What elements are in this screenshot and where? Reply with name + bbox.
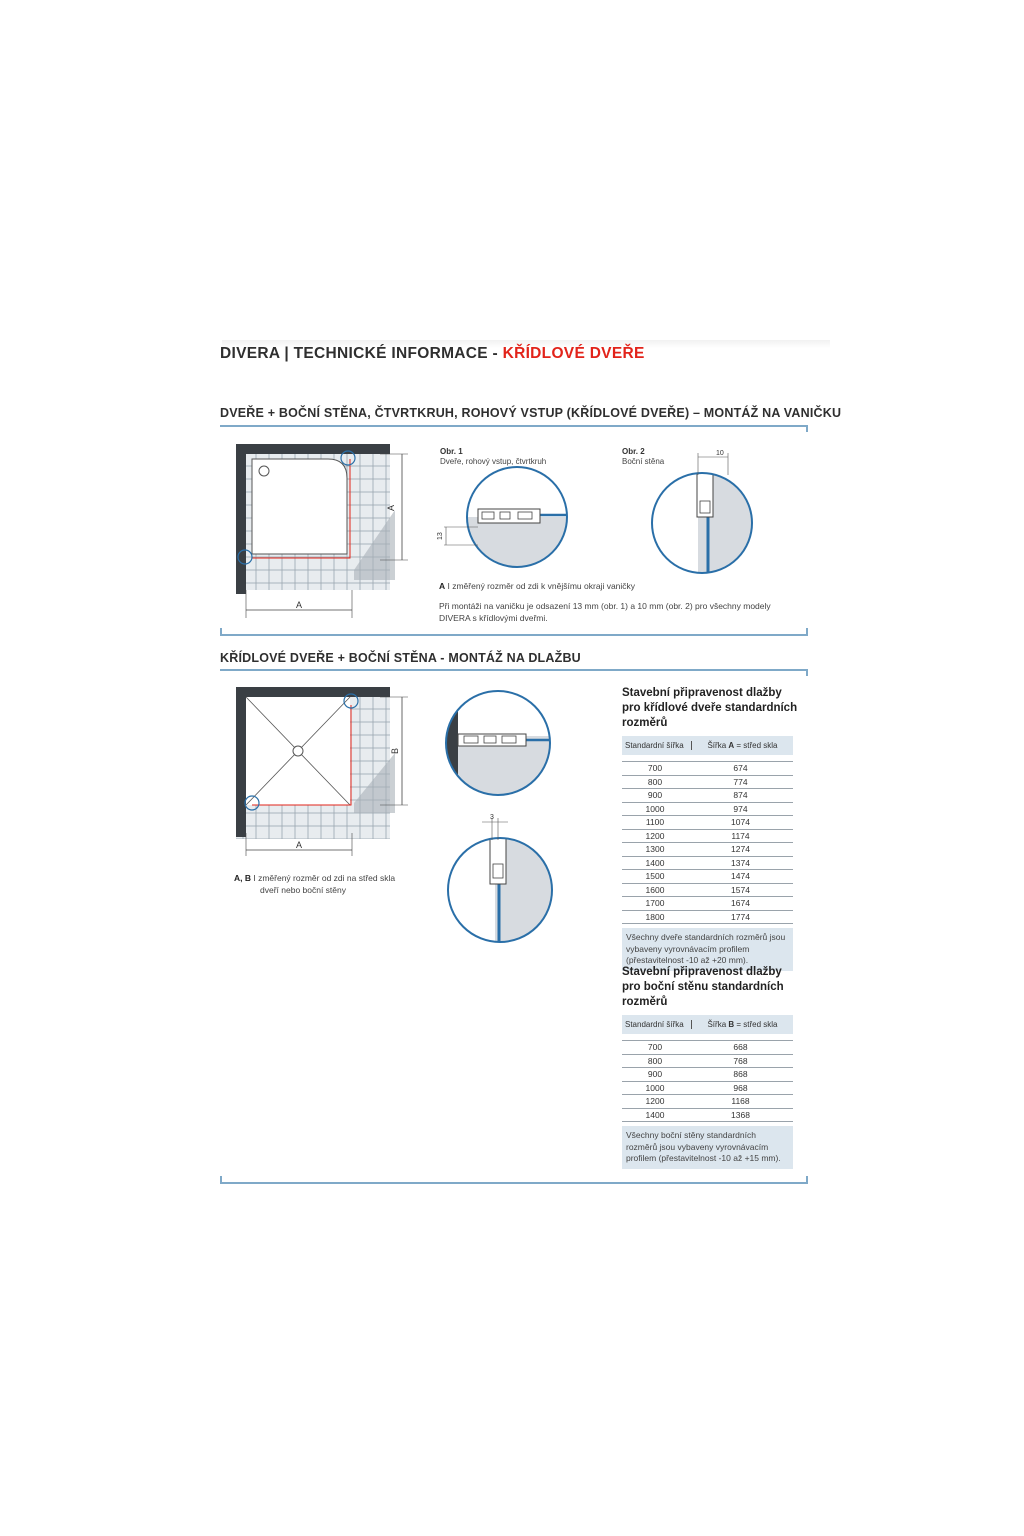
table-row [622,830,793,844]
table-walls-title: Stavební připravenost dlažby pro boční stěnu standardních rozměrů [622,966,784,1008]
cell-standard-width: 1400 [645,857,665,868]
note-a-text: I změřený rozměr od zdi k vnějšímu okraji vaničky [445,581,636,591]
cell-glass-center: 674 [733,763,748,774]
table-row [622,911,793,925]
cell-glass-center: 1368 [731,1109,750,1120]
wall-top [236,687,390,697]
dim-label-a: A [296,600,303,610]
cell-glass-center: 1674 [731,898,750,909]
cell-standard-width: 1300 [645,844,665,855]
dim-label-a-vertical: A [386,504,396,511]
table-row [622,1095,793,1109]
detail-circle-vertical [440,812,560,947]
note-a-label: A [439,581,446,591]
table-row [622,1041,793,1055]
table-row [622,1109,793,1123]
cell-glass-center: 668 [733,1042,748,1053]
table-doors [622,736,793,971]
note-a [439,580,819,592]
cell-standard-width: 1500 [645,871,665,882]
table-doors-title: Stavební připravenost dlažby pro křídlové dveře standardních rozměrů [622,687,798,729]
note-ab-line1: I změřený rozměr od zdi na střed skla [251,873,396,883]
section1-bottom-rule [220,634,808,636]
section1-bottom-tick-right [806,628,808,635]
fig1-title: Obr. 1 [440,447,463,456]
detail-circle-horizontal [440,688,560,798]
section1-top-rule [220,425,808,427]
cell-glass-center: 1074 [731,817,750,828]
cell-glass-center: 1474 [731,871,750,882]
drain-icon [259,466,269,476]
dim-label-a: A [296,840,303,850]
cell-standard-width: 1400 [645,1109,665,1120]
cell-glass-center: 1374 [731,857,750,868]
page-title [220,345,645,363]
cell-glass-center: 874 [733,790,748,801]
table-header [622,736,793,755]
fig1-caption: Dveře, rohový vstup, čtvrtkruh [440,457,547,466]
table-row [622,857,793,871]
cell-glass-center: 1274 [731,844,750,855]
cell-standard-width: 1200 [645,1096,665,1107]
table-row [622,789,793,803]
table-walls [622,1015,793,1169]
cell-glass-center: 768 [733,1055,748,1066]
cell-glass-center: 974 [733,803,748,814]
table-header [622,1015,793,1034]
cell-standard-width: 1000 [645,1082,665,1093]
cell-glass-center: 1774 [731,911,750,922]
tray-plan-diagram [230,440,410,620]
note-mount-line1: Při montáži na vaničku je odsazení 13 mm (obr. 1) a 10 mm (obr. 2) pro všechny modely [439,601,771,611]
fig2-title: Obr. 2 [622,447,645,456]
col-header-glass: Šířka A = střed skla [707,741,778,750]
table-row [622,884,793,898]
dim-label-b: B [390,747,400,754]
cell-standard-width: 800 [647,776,663,787]
cell-standard-width: 700 [647,763,663,774]
table-walls-note: Všechny boční stěny standardních rozměrů jsou vybaveny vyrovnávacím profilem (přestavitelnost -10 až +15 mm). [622,1126,793,1169]
note-ab-line2: dveří nebo boční stěny [260,885,347,895]
fig2-caption: Boční stěna [622,457,665,466]
fig1-dim-label: 13 [437,532,444,540]
floor-plan-diagram [230,683,410,858]
note-mount [439,600,819,624]
table-row [622,1082,793,1096]
note-mount-line2: DIVERA s křídlovými dveřmi. [439,613,548,623]
page-title-highlight: KŘÍDLOVÉ DVEŘE [502,345,645,362]
fig2-dim-label: 10 [716,450,724,457]
section2-heading: KŘÍDLOVÉ DVEŘE + BOČNÍ STĚNA - MONTÁŽ NA DLAŽBU [220,651,581,665]
note-ab-label: A, B [234,873,251,883]
cell-glass-center: 868 [733,1069,748,1080]
section2-bottom-rule [220,1182,808,1184]
fig-dim-label: 3 [490,814,494,821]
table-row [622,870,793,884]
wall-left [236,444,246,594]
table-doors-note: Všechny dveře standardních rozměrů jsou vybaveny vyrovnávacím profilem (přestavitelnost -10 až +20 mm). [622,928,793,971]
section2-bottom-tick-right [806,1176,808,1183]
cell-standard-width: 1100 [645,817,665,828]
section1-rule-tick [806,425,808,432]
wall-left [236,687,246,837]
col-header-glass: Šířka B = střed skla [707,1020,778,1029]
wall-top [236,444,390,454]
table-row [622,776,793,790]
fig1-detail-circle [432,465,572,575]
table-row [622,1055,793,1069]
section2-top-rule [220,669,808,671]
cell-glass-center: 968 [733,1082,748,1093]
cell-glass-center: 1574 [731,884,750,895]
page-title-prefix: DIVERA | TECHNICKÉ INFORMACE - [220,345,503,362]
cell-standard-width: 900 [647,790,663,801]
section2-bottom-tick-left [220,1176,222,1183]
col-header-width: Standardní šířka [622,1020,692,1029]
cell-glass-center: 1174 [731,830,750,841]
section1-bottom-tick-left [220,628,222,635]
cell-standard-width: 1600 [645,884,665,895]
cell-standard-width: 700 [647,1042,663,1053]
table-row [622,897,793,911]
cell-standard-width: 800 [647,1055,663,1066]
table-row [622,1068,793,1082]
section2-rule-tick [806,669,808,676]
cell-standard-width: 1800 [645,911,665,922]
cell-standard-width: 900 [647,1069,663,1080]
cell-standard-width: 1200 [645,830,665,841]
cell-glass-center: 774 [733,776,748,787]
cell-standard-width: 1000 [645,803,665,814]
col-header-width: Standardní šířka [622,741,692,750]
section1-heading: DVEŘE + BOČNÍ STĚNA, ČTVRTKRUH, ROHOVÝ VSTUP (KŘÍDLOVÉ DVEŘE) – MONTÁŽ NA VANIČKU [220,406,842,420]
table-row [622,816,793,830]
drain-icon [293,746,303,756]
table-row [622,843,793,857]
fig2-detail-circle [650,445,760,575]
table-row [622,803,793,817]
table-row [622,762,793,776]
note-ab [234,872,414,896]
cell-standard-width: 1700 [645,898,665,909]
cell-glass-center: 1168 [731,1096,750,1107]
